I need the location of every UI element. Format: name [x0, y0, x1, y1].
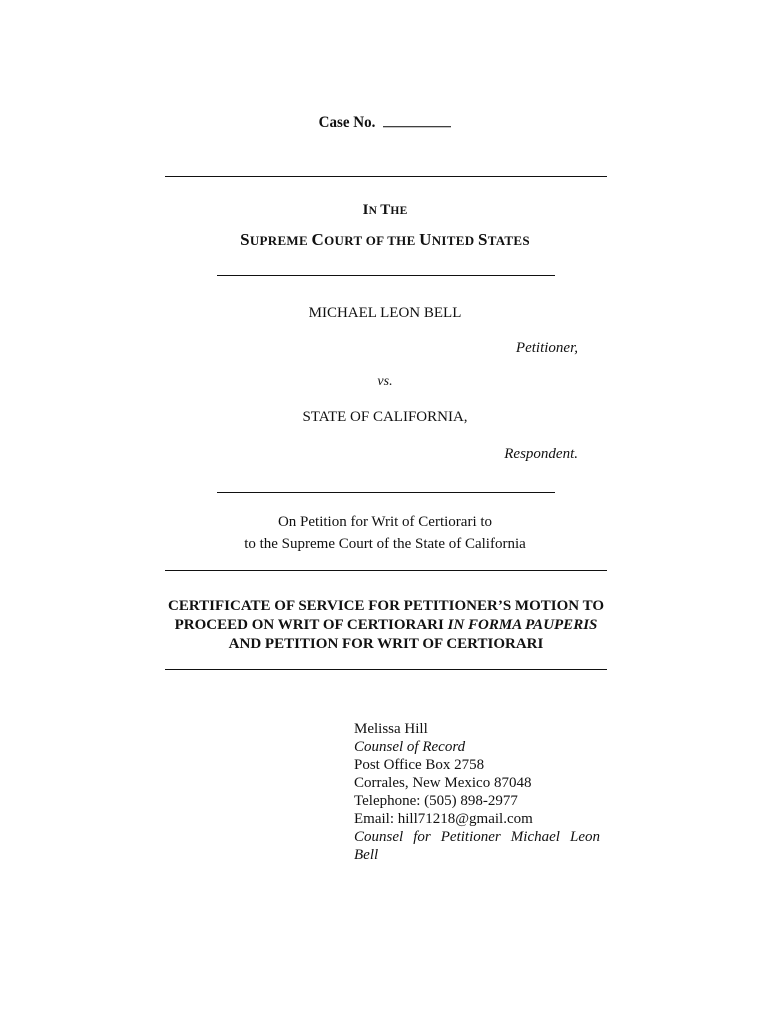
court-name-cap: U — [419, 230, 432, 249]
case-number-line — [0, 112, 770, 133]
certificate-top-divider — [165, 570, 607, 571]
counsel-title: Counsel of Record — [354, 739, 466, 755]
court-name-small: TATES — [487, 233, 530, 248]
petition-line-1: On Petition for Writ of Certiorari to — [277, 514, 493, 530]
petitioner-name: MICHAEL LEON BELL — [308, 305, 462, 321]
respondent-name: STATE OF CALIFORNIA, — [302, 409, 468, 425]
counsel-role-line-1: Counsel for Petitioner Michael Leon — [354, 829, 600, 845]
certificate-title — [165, 597, 607, 654]
court-name-small: OURT OF THE — [324, 233, 420, 248]
petition-line-2: to the Supreme Court of the State of California — [244, 536, 526, 552]
counsel-email: Email: hill71218@gmail.com — [354, 811, 533, 827]
versus-label: vs. — [377, 374, 393, 389]
certificate-title-line-3: AND PETITION FOR WRIT OF CERTIORARI — [228, 636, 544, 652]
court-intro-small-n: N — [368, 205, 381, 217]
certificate-bottom-divider — [165, 669, 607, 670]
court-name-cap: S — [477, 230, 488, 249]
certificate-title-line-2-italic: IN FORMA PAUPERIS — [447, 617, 598, 633]
certificate-title-line-1: CERTIFICATE OF SERVICE FOR PETITIONER’S MOTION TO — [168, 598, 604, 614]
court-name-cap: S — [240, 230, 250, 249]
court-intro-cap-i: I — [362, 202, 369, 218]
case-number-blank — [383, 112, 451, 128]
court-intro — [0, 202, 770, 219]
court-name-small: UPREME — [249, 233, 312, 248]
certificate-title-line-2-plain: PROCEED ON WRIT OF CERTIORARI — [174, 617, 448, 633]
court-intro-small-he: HE — [390, 205, 408, 217]
counsel-address-1: Post Office Box 2758 — [354, 757, 485, 773]
counsel-address-2: Corrales, New Mexico 87048 — [354, 775, 532, 791]
certificate-title-line-2 — [165, 616, 607, 635]
court-name — [0, 230, 770, 250]
counsel-name: Melissa Hill — [354, 721, 428, 737]
counsel-telephone: Telephone: (505) 898-2977 — [354, 793, 518, 809]
petitioner-role: Petitioner, — [515, 340, 578, 356]
court-divider — [217, 275, 555, 276]
court-name-cap: C — [311, 230, 325, 249]
respondent-role: Respondent. — [504, 446, 578, 462]
court-name-small: NITED — [431, 233, 478, 248]
top-divider — [165, 176, 607, 177]
parties-divider — [217, 492, 555, 493]
counsel-signature-block — [354, 720, 600, 864]
counsel-role-line-2: Bell — [354, 847, 379, 863]
court-intro-cap-t: T — [380, 202, 391, 218]
case-number-label: Case No. — [318, 114, 376, 132]
